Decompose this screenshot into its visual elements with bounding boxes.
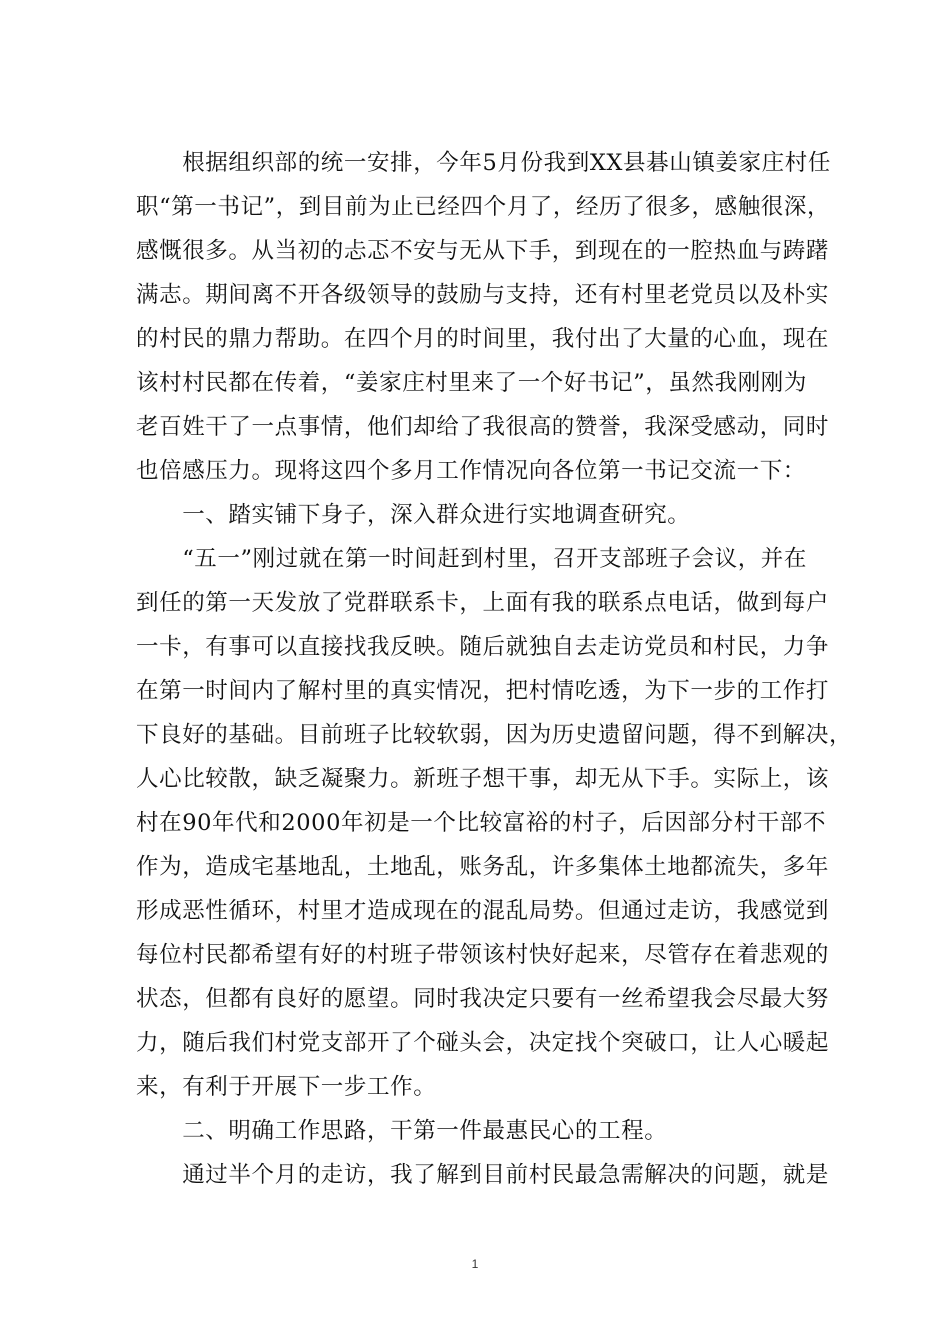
text-line: 老百姓干了一点事情，他们却给了我很高的赞誉，我深受感动，同时: [136, 414, 830, 440]
section-heading: 一、踏实铺下身子，深入群众进行实地调查研究。: [136, 502, 691, 528]
text-line: 通过半个月的走访，我了解到目前村民最急需解决的问题，就是: [136, 1162, 830, 1188]
text-line: 该村村民都在传着，“姜家庄村里来了一个好书记”，虽然我刚刚为: [136, 370, 808, 396]
text-line: 到任的第一天发放了党群联系卡，上面有我的联系点电话，做到每户: [136, 590, 830, 616]
text-line: 一卡，有事可以直接找我反映。随后就独自去走访党员和村民，力争: [136, 634, 830, 660]
section-heading: 二、明确工作思路，干第一件最惠民心的工程。: [136, 1118, 668, 1144]
text-line: 也倍感压力。现将这四个多月工作情况向各位第一书记交流一下：: [136, 458, 806, 484]
text-line: 状态，但都有良好的愿望。同时我决定只要有一丝希望我会尽最大努: [136, 986, 830, 1012]
text-line: 力，随后我们村党支部开了个碰头会，决定找个突破口，让人心暖起: [136, 1030, 830, 1056]
text-line: 下良好的基础。目前班子比较软弱，因为历史遗留问题，得不到解决，: [136, 722, 853, 748]
text-line: 职“第一书记”，到目前为止已经四个月了，经历了很多，感触很深，: [136, 194, 831, 220]
text-line: 的村民的鼎力帮助。在四个月的时间里，我付出了大量的心血，现在: [136, 326, 830, 352]
text-line: 人心比较散，缺乏凝聚力。新班子想干事，却无从下手。实际上，该: [136, 766, 830, 792]
text-line: 来，有利于开展下一步工作。: [136, 1074, 437, 1100]
text-line: 在第一时间内了解村里的真实情况，把村情吃透，为下一步的工作打: [136, 678, 830, 704]
text-line: 根据组织部的统一安排，今年5月份我到XX县碁山镇姜家庄村任: [136, 150, 831, 176]
text-line: 村在90年代和2000年初是一个比较富裕的村子，后因部分村干部不: [136, 810, 827, 836]
text-line: 满志。期间离不开各级领导的鼓励与支持，还有村里老党员以及朴实: [136, 282, 830, 308]
text-line: 感慨很多。从当初的忐忑不安与无从下手，到现在的一腔热血与踌躇: [136, 238, 830, 264]
text-line: 每位村民都希望有好的村班子带领该村快好起来，尽管存在着悲观的: [136, 942, 830, 968]
page-number: 1: [471, 1257, 479, 1271]
text-line: “五一”刚过就在第一时间赶到村里，召开支部班子会议，并在: [136, 546, 808, 572]
text-line: 形成恶性循环，村里才造成现在的混乱局势。但通过走访，我感觉到: [136, 898, 830, 924]
text-line: 作为，造成宅基地乱，土地乱，账务乱，许多集体土地都流失，多年: [136, 854, 830, 880]
